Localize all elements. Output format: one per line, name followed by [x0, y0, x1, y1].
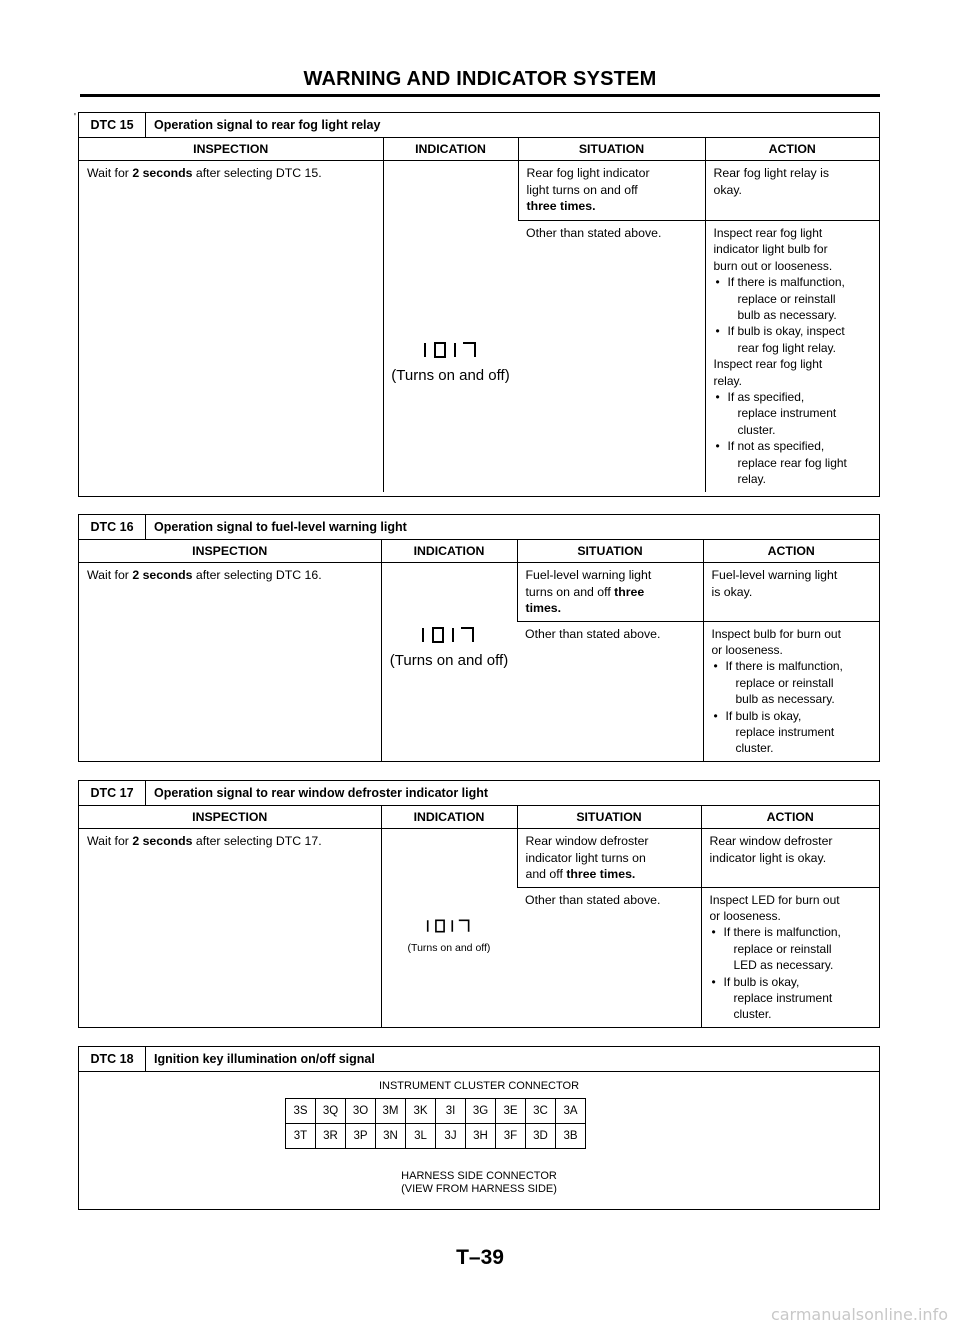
watermark: carmanualsonline.info — [770, 1305, 948, 1324]
page-title: WARNING AND INDICATOR SYSTEM — [303, 68, 657, 90]
dtc17-indication — [381, 829, 517, 1027]
dtc17-situation-a: Rear window defroster indicator light turns on and off three times. — [517, 829, 701, 888]
page-number: T–39 — [456, 1246, 504, 1269]
dtc17-block — [78, 780, 880, 1028]
dtc18-code: DTC 18 — [79, 1047, 146, 1071]
dtc16-indication-text: (Turns on and off) — [389, 652, 509, 670]
dtc16-inspection: Wait for 2 seconds after selecting DTC 16. — [87, 568, 322, 582]
dtc15-indication — [383, 161, 518, 492]
harness-label-line1: HARNESS SIDE CONNECTOR — [401, 1170, 557, 1182]
dtc15-situation-b: Other than stated above. — [526, 226, 662, 240]
segment-display-icon — [384, 339, 518, 368]
pin: 3C — [526, 1099, 556, 1124]
pin: 3H — [466, 1124, 496, 1149]
col-situation: SITUATION — [518, 138, 705, 161]
pin: 3M — [376, 1099, 406, 1124]
dtc16-title: Operation signal to fuel-level warning light — [154, 520, 407, 534]
pin: 3I — [436, 1099, 466, 1124]
dtc16-situation-b: Other than stated above. — [525, 626, 661, 641]
harness-label-line2: (VIEW FROM HARNESS SIDE) — [401, 1183, 557, 1195]
dtc17-indication-text: (Turns on and off) — [407, 942, 491, 955]
pin: 3Q — [316, 1099, 346, 1124]
pin: 3P — [346, 1124, 376, 1149]
pin: 3F — [496, 1124, 526, 1149]
connector-diagram — [79, 1072, 879, 1212]
col-inspection: INSPECTION — [79, 540, 381, 563]
col-action: ACTION — [701, 806, 879, 829]
pin: 3O — [346, 1099, 376, 1124]
dtc15-indication-text: (Turns on and off) — [391, 366, 510, 384]
pin: 3D — [526, 1124, 556, 1149]
col-situation: SITUATION — [517, 806, 701, 829]
dtc17-table — [79, 806, 879, 1027]
connector-title: INSTRUMENT CLUSTER CONNECTOR — [378, 1080, 580, 1092]
pin: 3A — [556, 1099, 586, 1124]
dtc15-block — [78, 112, 880, 497]
dtc15-header — [79, 113, 879, 138]
dtc17-title: Operation signal to rear window defroster indicator light — [154, 786, 489, 800]
dtc18-block — [78, 1046, 880, 1210]
col-inspection: INSPECTION — [79, 138, 383, 161]
pin: 3L — [406, 1124, 436, 1149]
dtc16-indication — [381, 563, 517, 761]
pin: 3B — [556, 1124, 586, 1149]
dtc15-inspection: Wait for 2 seconds after selecting DTC 15. — [87, 166, 322, 180]
dtc17-code: DTC 17 — [79, 781, 146, 805]
dtc16-action-b: Inspect bulb for burn out or looseness. • If there is malfunction, replace or reinstall bulb as necessary. • If bulb is okay, replace instrument cluster. — [703, 621, 879, 761]
dtc17-inspection: Wait for 2 seconds after selecting DTC 17. — [87, 834, 322, 848]
col-situation: SITUATION — [517, 540, 703, 563]
dtc16-block — [78, 514, 880, 762]
pin: 3G — [466, 1099, 496, 1124]
dtc15-action-a: Rear fog light relay is okay. — [705, 161, 879, 221]
pin: 3N — [376, 1124, 406, 1149]
col-indication: INDICATION — [383, 138, 518, 161]
dtc17-action-b: Inspect LED for burn out or looseness. • If there is malfunction, replace or reinstall LED as necessary. • If bulb is okay, replace instrument cluster. — [701, 887, 879, 1027]
title-rule — [80, 94, 880, 97]
dtc16-header — [79, 515, 879, 540]
pin: 3S — [286, 1099, 316, 1124]
dtc17-action-a: Rear window defroster indicator light is okay. — [701, 829, 879, 888]
pin: 3R — [316, 1124, 346, 1149]
pin: 3E — [496, 1099, 526, 1124]
margin-tick: ' — [74, 112, 76, 123]
col-inspection: INSPECTION — [79, 806, 381, 829]
connector-row-2 — [286, 1124, 586, 1149]
pin: 3T — [286, 1124, 316, 1149]
col-action: ACTION — [705, 138, 879, 161]
connector-row-1 — [286, 1099, 586, 1124]
pin: 3J — [436, 1124, 466, 1149]
dtc15-title: Operation signal to rear fog light relay — [154, 118, 381, 132]
col-indication: INDICATION — [381, 540, 517, 563]
segment-display-icon — [382, 917, 517, 940]
col-indication: INDICATION — [381, 806, 517, 829]
col-action: ACTION — [703, 540, 879, 563]
dtc16-table — [79, 540, 879, 761]
dtc15-code: DTC 15 — [79, 113, 146, 137]
dtc17-header — [79, 781, 879, 806]
dtc18-title: Ignition key illumination on/off signal — [154, 1052, 375, 1066]
dtc15-situation-a: Rear fog light indicator light turns on and off three times. — [518, 161, 705, 221]
dtc16-code: DTC 16 — [79, 515, 146, 539]
dtc15-table — [79, 138, 879, 492]
connector-pin-grid — [285, 1098, 586, 1149]
dtc15-action-b: Inspect rear fog light indicator light bulb for burn out or looseness. • If there is malfunction, replace or reinstall bulb as necessary. • If bulb is okay, inspect rear fog light relay. Inspect rear fog light relay. • If as specified, replace instrument cluster. • If not as specified, replace rear fog light relay. — [705, 221, 879, 492]
dtc16-action-a: Fuel-level warning light is okay. — [703, 563, 879, 622]
dtc18-header — [79, 1047, 879, 1072]
dtc17-situation-b: Other than stated above. — [525, 892, 661, 907]
segment-display-icon — [382, 624, 517, 653]
pin: 3K — [406, 1099, 436, 1124]
dtc16-situation-a: Fuel-level warning light turns on and off three times. — [517, 563, 703, 622]
